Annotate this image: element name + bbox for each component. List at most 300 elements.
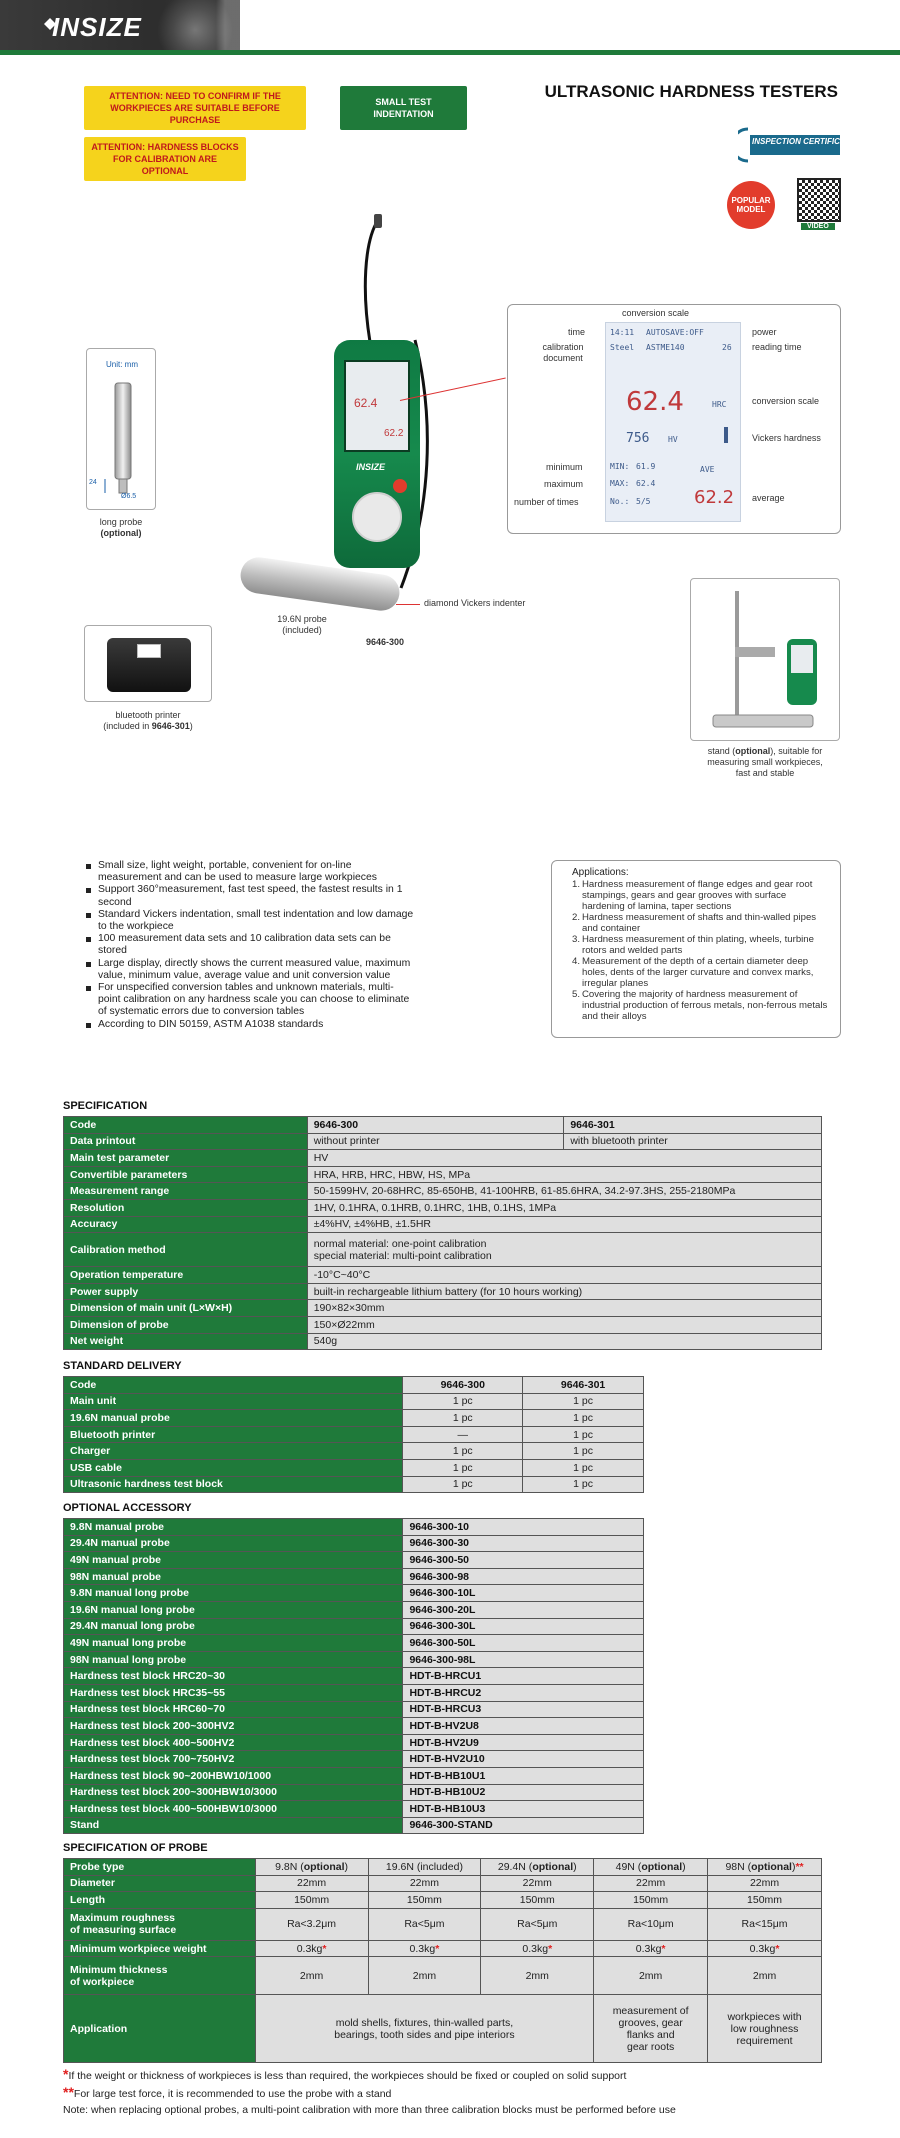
application-text: Hardness measurement of flange edges and gear root stampings, gears and gear grooves with surface hardening of lamina, taper sections [582,879,813,912]
page-title: ULTRASONIC HARDNESS TESTERS [544,82,838,101]
probe-type-note: optional [751,1860,792,1873]
accessory-label: Hardness test block 200~300HV2 [64,1718,403,1735]
probe-spec-value: 150mm [481,1892,594,1909]
certificate-label: INSPECTION CERTIFICATE [752,137,856,146]
table-row [64,1908,822,1940]
accessory-code: 9646-300-10 [403,1519,644,1536]
feature-item: For unspecified conversion tables and unknown materials, multi-point calibration on any hardness scale you can choose to eliminate of systematic errors due to conversion tables [86,982,416,1019]
calibration-line-1: normal material: one-point calibration [313,1237,487,1250]
application-item [572,956,830,989]
brand-logo: INSIZE [52,12,142,42]
lcd-min-value: 61.9 [636,462,656,471]
probe-spec-value [255,1940,368,1957]
application-text: Measurement of the depth of a certain diameter deep holes, dents of the larger curvature and convex marks, irregular planes [582,956,814,989]
attention-confirm-badge: ATTENTION: NEED TO CONFIRM IF THE WORKPIECES ARE SUITABLE BEFORE PURCHASE [84,86,306,130]
stand-caption-line3: fast and stable [735,768,795,778]
probe-type-name: 29.4N ( [497,1860,533,1873]
stand-caption-text: stand ( [707,746,736,756]
probe-type [368,1859,481,1876]
table-row [64,1767,644,1784]
delivery-title: STANDARD DELIVERY [63,1360,182,1372]
thickness-label-2: of workpiece [70,1975,135,1988]
spec-value: HV [307,1150,821,1167]
spec-value [307,1233,821,1267]
delivery-qty: 1 pc [523,1426,644,1443]
spec-label: Data printout [64,1133,308,1150]
accessory-label: 98N manual probe [64,1568,403,1585]
probe-type [594,1859,708,1876]
spec-label: Measurement range [64,1183,308,1200]
table-row [64,1117,822,1134]
video-label: VIDEO [801,223,835,230]
table-row [64,1552,644,1569]
delivery-qty: 1 pc [403,1459,523,1476]
table-row [64,1393,644,1410]
probe-spec-value [481,1940,594,1957]
table-row [64,1459,644,1476]
delivery-code-301: 9646-301 [523,1377,644,1394]
probe-spec-value: Ra<10μm [594,1908,708,1940]
device-screen [344,360,410,452]
roughness-label-2: of measuring surface [70,1924,177,1937]
application-general-2: bearings, tooth sides and pipe interiors [334,2028,515,2041]
probe-cable [360,212,400,344]
header-stripe [0,50,900,55]
delivery-label: Main unit [64,1393,403,1410]
probe-type-close: ) [573,1860,577,1873]
long-probe-drawing [97,379,147,505]
feature-item: Small size, light weight, portable, convenient for on-line measurement and can be used to measure large workpieces [86,860,416,884]
accessory-label: Hardness test block 400~500HV2 [64,1734,403,1751]
probe-spec-label [64,1908,256,1940]
table-row [64,1300,822,1317]
probe-spec-value: 150mm [368,1892,481,1909]
indenter-label: diamond Vickers indenter [424,598,526,608]
probe-spec-value: 22mm [708,1875,822,1892]
accessory-label: 29.4N manual long probe [64,1618,403,1635]
probe-type-note: optional [641,1860,683,1873]
application-item [572,989,830,1022]
weight-star: * [435,1942,440,1955]
popular-model-badge: POPULAR MODEL [727,181,775,229]
application-number: 3. [572,934,581,945]
thickness-label-1: Minimum thickness [70,1963,168,1976]
delivery-label: Ultrasonic hardness test block [64,1476,403,1493]
probe-spec-title: SPECIFICATION OF PROBE [63,1842,208,1854]
application-item [572,934,830,956]
accessory-label: 49N manual long probe [64,1635,403,1652]
probe-spec-value: 2mm [708,1957,822,1995]
table-row [64,1734,644,1751]
probe-spec-value: Ra<5μm [481,1908,594,1940]
table-row [64,1166,822,1183]
application-98n-1: workpieces with [727,2010,802,2023]
weight-value: 0.3kg [635,1942,662,1955]
application-number: 5. [572,989,581,1000]
table-row [64,1668,644,1685]
probe-spec-value: 2mm [255,1957,368,1995]
application-text: Covering the majority of hardness measurement of industrial production of ferrous metals, non-ferrous metals and their alloys [582,989,828,1022]
application-number: 1. [572,879,581,890]
table-row [64,1995,822,2063]
stand-caption-text-2: ), suitable for [770,746,823,756]
table-row [64,1618,644,1635]
footnote-star: ** [63,2084,74,2100]
delivery-label: 19.6N manual probe [64,1410,403,1427]
delivery-qty: 1 pc [403,1410,523,1427]
time-label: time [568,327,586,337]
probe-type-star: ** [795,1860,804,1873]
probe-type-close: ) [682,1860,686,1873]
printer-included-close: ) [189,721,193,731]
probe-spec-value: Ra<15μm [708,1908,822,1940]
hardness-tester-device [334,340,420,568]
table-row [64,1651,644,1668]
accessory-code: HDT-B-HV2U10 [403,1751,644,1768]
spec-value: HRA, HRB, HRC, HBW, HS, MPa [307,1166,821,1183]
probe-spec-value: 22mm [594,1875,708,1892]
stand-caption [670,746,860,757]
device-screen-average: 62.2 [384,428,404,439]
accessory-label: Hardness test block HRC60~70 [64,1701,403,1718]
table-row [64,1233,822,1267]
table-row [64,1892,822,1909]
lcd-min-label: MIN: [610,462,630,471]
accessory-code: HDT-B-HV2U8 [403,1718,644,1735]
spec-code-301: 9646-301 [564,1117,822,1134]
table-row [64,1940,822,1957]
feature-list [86,860,416,1031]
application-text: Hardness measurement of thin plating, wheels, turbine rotors and welded parts [582,934,814,956]
table-row [64,1585,644,1602]
accessory-code: HDT-B-HB10U1 [403,1767,644,1784]
delivery-qty: 1 pc [523,1459,644,1476]
application-text: Hardness measurement of shafts and thin-walled pipes and container [582,912,817,934]
accessory-code: HDT-B-HV2U9 [403,1734,644,1751]
weight-value: 0.3kg [409,1942,436,1955]
probe-spec-label: Probe type [64,1859,256,1876]
probe-type-name: 49N ( [615,1860,642,1873]
table-row [64,1519,644,1536]
feature-item: According to DIN 50159, ASTM A1038 standards [86,1019,416,1031]
accessory-code: 9646-300-30L [403,1618,644,1635]
probe-type-close: ) [791,1860,796,1873]
accessory-table [63,1518,644,1834]
stand-caption-optional: optional [735,746,771,756]
device-screen-reading: 62.4 [354,396,378,410]
probe-spec-label: Application [64,1995,256,2063]
table-row [64,1283,822,1300]
application-49n-2: grooves, gear [618,2016,683,2029]
spec-value: built-in rechargeable lithium battery (for 10 hours working) [307,1283,821,1300]
table-row [64,1150,822,1167]
lcd-no-value: 5/5 [636,497,651,506]
application-49n-1: measurement of [612,2004,689,2017]
table-row [64,1426,644,1443]
accessory-code: HDT-B-HB10U3 [403,1801,644,1818]
lcd-count-top: 26 [722,343,732,352]
printer-included-model: 9646-301 [151,721,190,731]
table-row [64,1476,644,1493]
minimum-label: minimum [546,462,583,472]
footnote-2 [63,2084,863,2102]
table-row [64,1957,822,1995]
spec-label: Main test parameter [64,1150,308,1167]
accessory-label: Hardness test block HRC35~55 [64,1684,403,1701]
delivery-qty: — [403,1426,523,1443]
accessory-label: 9.8N manual probe [64,1519,403,1536]
probe-type [481,1859,594,1876]
probe-type-note: optional [532,1860,574,1873]
lcd-average: 62.2 [694,487,735,508]
probe-type-name: 19.6N (included [385,1860,460,1873]
accessory-code: HDT-B-HRCU1 [403,1668,644,1685]
printer-caption: bluetooth printer [115,710,181,720]
application-item [572,912,830,934]
spec-value: 150×Ø22mm [307,1316,821,1333]
application-number: 2. [572,912,581,923]
applications-box [551,860,841,1038]
accessory-code: 9646-300-98 [403,1568,644,1585]
footnote-1 [63,2066,863,2084]
number-of-times-label: number of times [514,497,579,507]
probe-spec-value [594,1940,708,1957]
probe-type-name: 98N ( [725,1860,752,1873]
table-row [64,1535,644,1552]
feature-item: Large display, directly shows the current measured value, maximum value, minimum value, average value and unit conversion value [86,958,416,982]
spec-code-300: 9646-300 [307,1117,564,1134]
lcd-no-label: No.: [610,497,630,506]
qr-code-icon[interactable] [797,178,841,222]
delivery-table [63,1376,644,1493]
probe-label: 19.6N probe [277,614,327,624]
applications-list [572,879,830,1022]
table-row [64,1133,822,1150]
direction-pad[interactable] [352,492,402,542]
delivery-qty: 1 pc [523,1393,644,1410]
delivery-label: USB cable [64,1459,403,1476]
weight-star: * [775,1942,780,1955]
long-probe-box [86,348,156,510]
accessory-code: HDT-B-HRCU3 [403,1701,644,1718]
delivery-qty: 1 pc [403,1393,523,1410]
specification-table [63,1116,822,1350]
stand-box [690,578,840,741]
spec-label: Accuracy [64,1216,308,1233]
indenter-callout-line [396,604,420,605]
lcd-reading: 62.4 [626,387,684,417]
feature-item: Support 360°measurement, fast test speed, the fastest results in 1 second [86,884,416,908]
probe-type-note: optional [303,1860,345,1873]
probe-spec-value: 2mm [481,1957,594,1995]
accessory-label: Hardness test block 700~750HV2 [64,1751,403,1768]
long-probe-optional: (optional) [100,528,142,538]
spec-value: 1HV, 0.1HRA, 0.1HRB, 0.1HRC, 1HB, 0.1HS, 1MPa [307,1199,821,1216]
vickers-label: Vickers hardness [752,433,821,443]
dim-length-label: 24 [89,479,97,486]
spec-label: Calibration method [64,1233,308,1267]
attention-blocks-badge: ATTENTION: HARDNESS BLOCKS FOR CALIBRATION ARE OPTIONAL [84,137,246,181]
table-row [64,1701,644,1718]
delivery-qty: 1 pc [523,1443,644,1460]
delivery-label: Charger [64,1443,403,1460]
probe-type [708,1859,822,1876]
application-98n [708,1995,822,2063]
application-item [572,879,830,912]
table-row [64,1635,644,1652]
accessory-label: Hardness test block 90~200HBW10/1000 [64,1767,403,1784]
probe-spec-value: 150mm [255,1892,368,1909]
lcd-bar [724,427,728,443]
weight-star: * [322,1942,327,1955]
model-label: 9646-300 [365,637,405,647]
lcd-ave: AVE [700,465,715,474]
accessory-code: 9646-300-50L [403,1635,644,1652]
spec-value: ±4%HV, ±4%HB, ±1.5HR [307,1216,821,1233]
probe-spec-label: Minimum workpiece weight [64,1940,256,1957]
power-label: power [752,327,777,337]
probe-spec-value: 2mm [368,1957,481,1995]
delivery-label: Bluetooth printer [64,1426,403,1443]
probe-spec-value [708,1940,822,1957]
table-row [64,1183,822,1200]
feature-item: Standard Vickers indentation, small test indentation and low damage to the workpiece [86,909,416,933]
spec-value: -10°C~40°C [307,1267,821,1284]
accessory-code: 9646-300-98L [403,1651,644,1668]
accessory-label: Stand [64,1817,403,1834]
probe-spec-value [368,1940,481,1957]
footnotes [63,2066,863,2118]
table-row [64,1684,644,1701]
spec-label: Resolution [64,1199,308,1216]
lcd-max-value: 62.4 [636,479,656,488]
weight-value: 0.3kg [296,1942,323,1955]
lcd-hv: HV [668,435,678,444]
table-row [64,1601,644,1618]
application-general-1: mold shells, fixtures, thin-walled parts, [335,2016,514,2029]
accessory-label: 49N manual probe [64,1552,403,1569]
weight-star: * [661,1942,666,1955]
stand-drawing [705,587,827,735]
table-row [64,1443,644,1460]
delivery-qty: 1 pc [523,1476,644,1493]
delivery-label: Code [64,1377,403,1394]
lcd-hv-value: 756 [626,431,650,446]
probe-spec-label: Length [64,1892,256,1909]
accessory-code: HDT-B-HRCU2 [403,1684,644,1701]
footnote-star: * [63,2066,69,2082]
spec-value: 540g [307,1333,821,1350]
accessory-title: OPTIONAL ACCESSORY [63,1502,192,1514]
weight-star: * [548,1942,553,1955]
probe-spec-value: 2mm [594,1957,708,1995]
feature-item: 100 measurement data sets and 10 calibration data sets can be stored [86,933,416,957]
specification-title: SPECIFICATION [63,1100,148,1112]
table-row [64,1817,644,1834]
accessory-code: 9646-300-STAND [403,1817,644,1834]
table-row [64,1875,822,1892]
spec-value: 190×82×30mm [307,1300,821,1317]
accessory-code: 9646-300-50 [403,1552,644,1569]
power-icon[interactable] [392,478,408,494]
maximum-label: maximum [544,479,584,489]
table-row [64,1751,644,1768]
lcd-standard: ASTME140 [646,343,685,352]
spec-label: Operation temperature [64,1267,308,1284]
roughness-label-1: Maximum roughness [70,1912,176,1925]
conversion-scale-label: conversion scale [752,396,820,406]
lcd-material: Steel [610,343,635,352]
probe-spec-value: 150mm [708,1892,822,1909]
lcd-clock: 14:11 [610,328,635,337]
table-row [64,1859,822,1876]
probe-type-name: 9.8N ( [275,1860,304,1873]
conversion-scale-top-label: conversion scale [622,308,690,318]
printer-box [84,625,212,702]
probe-included: (included) [282,625,322,635]
application-98n-3: requirement [736,2034,793,2047]
delivery-qty: 1 pc [403,1476,523,1493]
lcd-autosave: AUTOSAVE:OFF [646,328,704,337]
accessory-code: 9646-300-30 [403,1535,644,1552]
application-49n [594,1995,708,2063]
spec-value: without printer [307,1133,564,1150]
spec-value: with bluetooth printer [564,1133,822,1150]
probe-type [255,1859,368,1876]
accessory-label: 19.6N manual long probe [64,1601,403,1618]
reading-time-label: reading time [752,342,802,352]
spec-label: Convertible parameters [64,1166,308,1183]
stand-caption-line2: measuring small workpieces, [707,757,823,767]
table-row [64,1316,822,1333]
lcd-display [605,322,741,522]
weight-value: 0.3kg [749,1942,776,1955]
probe-type-close: ) [344,1860,349,1873]
spec-label: Power supply [64,1283,308,1300]
spec-label: Dimension of probe [64,1316,308,1333]
lcd-max-label: MAX: [610,479,630,488]
device-logo: INSIZE [356,462,386,472]
document-label: document [543,353,583,363]
spec-label: Net weight [64,1333,308,1350]
spec-label: Code [64,1117,308,1134]
probe-spec-label [64,1957,256,1995]
application-98n-2: low roughness [730,2022,799,2035]
accessory-label: Hardness test block 400~500HBW10/3000 [64,1801,403,1818]
application-general [255,1995,594,2063]
spec-label: Dimension of main unit (L×W×H) [64,1300,308,1317]
lcd-scale: HRC [712,400,727,409]
footnote-text: For large test force, it is recommended to use the probe with a stand [73,2088,392,2100]
small-indentation-badge: SMALL TEST INDENTATION [340,86,467,130]
calibration-line-2: special material: multi-point calibration [313,1249,492,1262]
table-row [64,1333,822,1350]
table-row [64,1267,822,1284]
probe-spec-label: Diameter [64,1875,256,1892]
delivery-code-300: 9646-300 [403,1377,523,1394]
accessory-label: Hardness test block HRC20~30 [64,1668,403,1685]
probe-spec-value: Ra<5μm [368,1908,481,1940]
table-row [64,1199,822,1216]
probe-spec-table [63,1858,822,2063]
table-row [64,1216,822,1233]
average-label: average [752,493,785,503]
unit-label: Unit: mm [106,360,138,369]
probe-spec-value: Ra<3.2μm [255,1908,368,1940]
accessory-code: 9646-300-20L [403,1601,644,1618]
probe-spec-value: 150mm [594,1892,708,1909]
long-probe-caption: long probe [99,517,143,527]
